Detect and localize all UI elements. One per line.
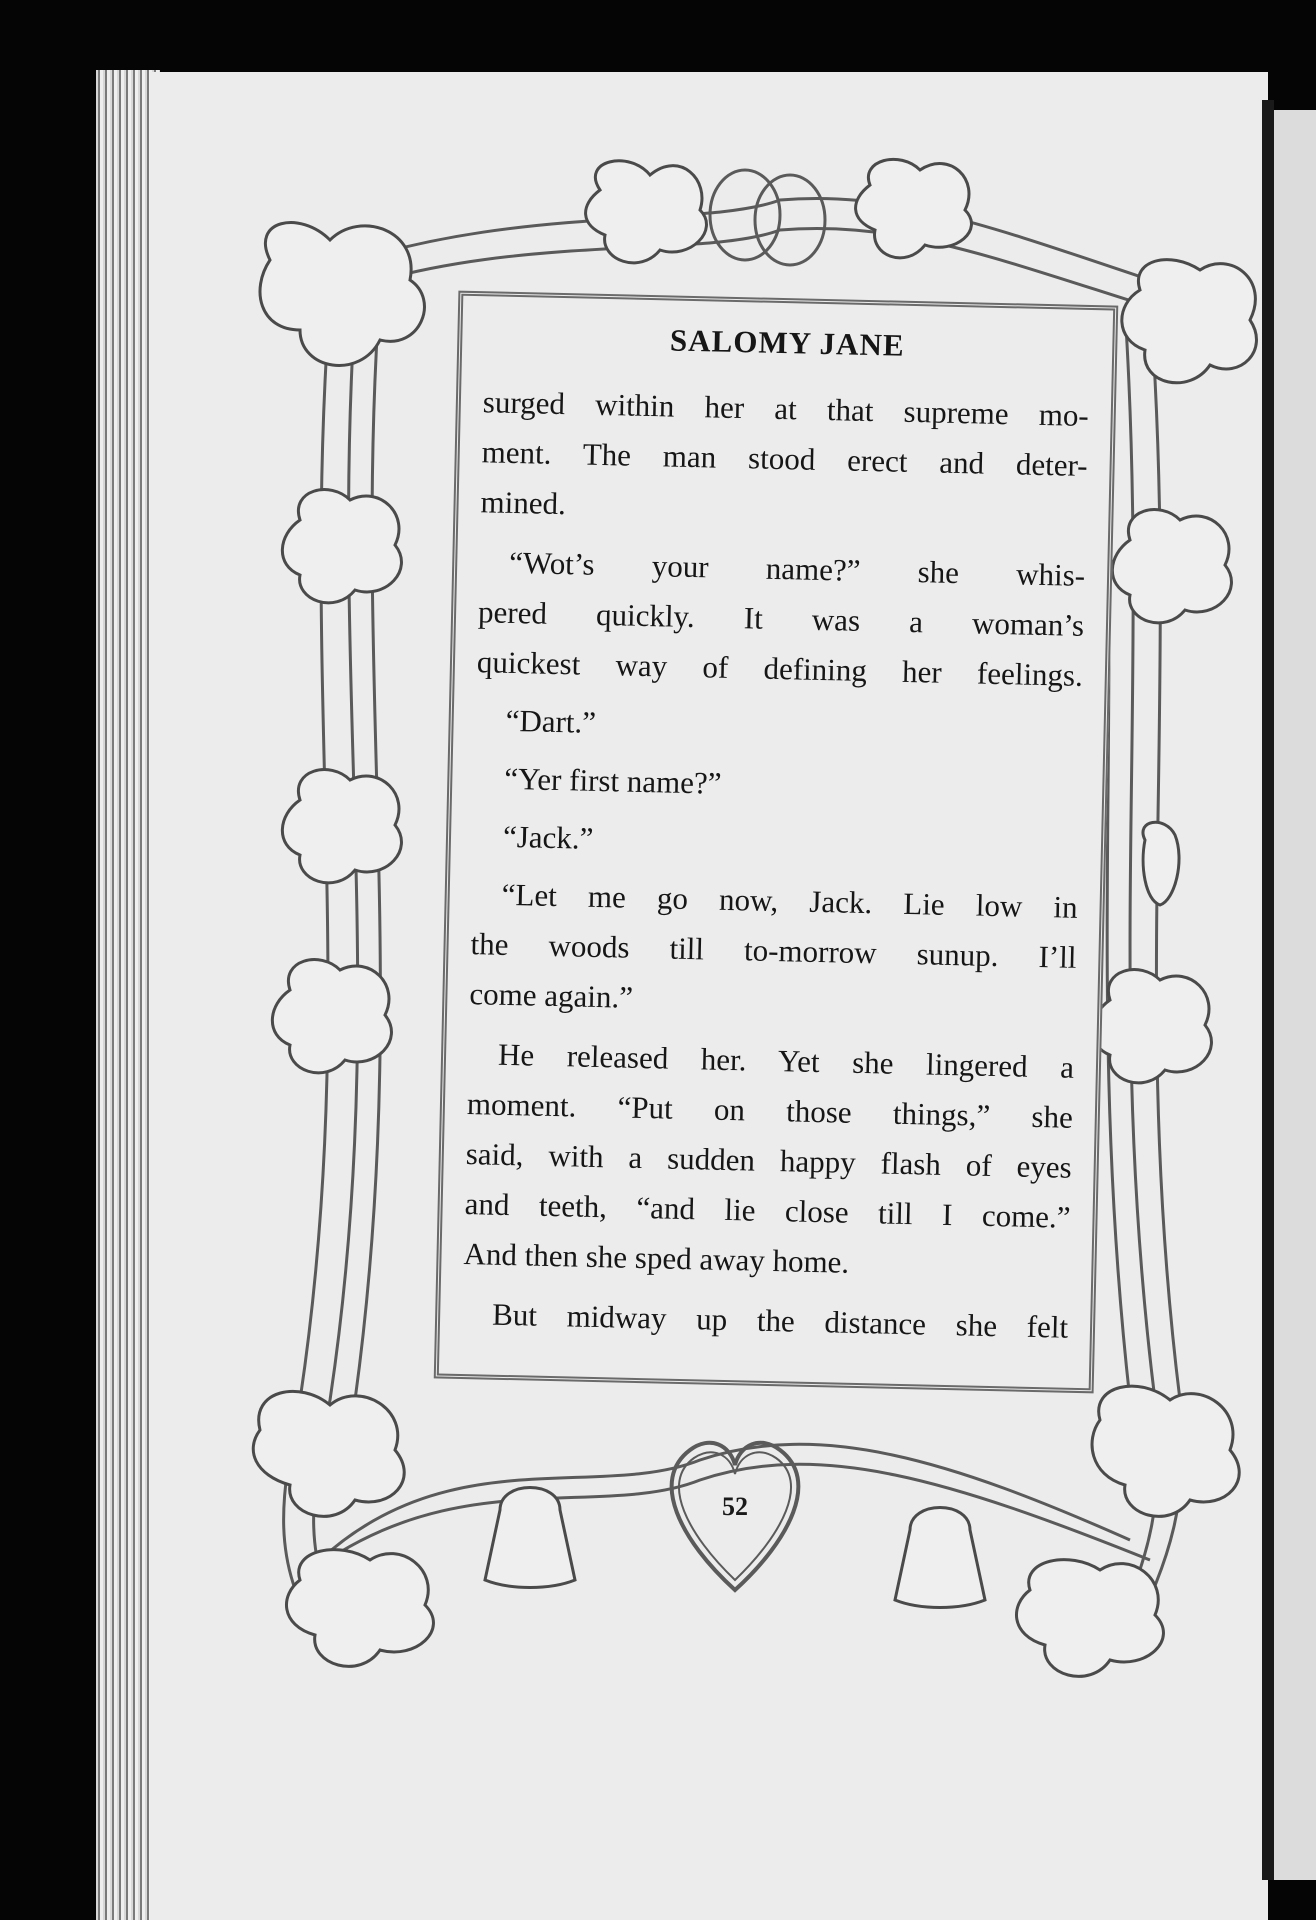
poppy-right-2 [1092, 970, 1211, 1083]
page-number: 52 [722, 1492, 748, 1521]
body-line: quickest way of defining her feelings. [476, 644, 1084, 693]
body-line: “Dart.” [505, 702, 597, 740]
poppy-left-3 [272, 960, 391, 1073]
poppy-bottom-left [253, 1391, 404, 1516]
poppy-bottom-left-2 [286, 1550, 433, 1667]
border-stem-bottom [300, 1464, 1150, 1580]
body-line: the woods till to-morrow sunup. I’ll [470, 926, 1077, 975]
poppy-top-center-left [586, 161, 707, 263]
body-line: “Yer first name?” [503, 760, 722, 801]
body-line: “Wot’s your name?” she whis- [508, 544, 1086, 593]
poppy-bottom-right [1092, 1386, 1239, 1516]
poppy-left-2 [282, 770, 401, 883]
body-line: ment. The man stood erect and deter- [481, 434, 1089, 483]
poppy-top-right [1122, 260, 1257, 383]
poppy-left-1 [282, 490, 401, 603]
body-line: But midway up the distance she felt [491, 1296, 1069, 1345]
body-line: “Jack.” [502, 818, 594, 856]
body-line: said, with a sudden happy flash of eyes [465, 1136, 1073, 1185]
body-line: moment. “Put on those things,” she [466, 1086, 1074, 1135]
bellflower-bottom-right [895, 1508, 985, 1608]
top-ring-right [755, 175, 825, 265]
body-line: pered quickly. It was a woman’s [477, 594, 1085, 643]
running-head: SALOMY JANE [669, 322, 906, 363]
text-panel [434, 291, 1119, 1394]
body-line: surged within her at that supreme mo- [482, 384, 1090, 433]
body-line: And then she sped away home. [463, 1236, 850, 1280]
body-line: He released her. Yet she lingered a [497, 1036, 1075, 1085]
bud-right [1143, 822, 1179, 905]
body-line: “Let me go now, Jack. Lie low in [501, 876, 1078, 925]
poppy-bottom-right-2 [1016, 1560, 1163, 1677]
poppy-top-left [260, 223, 424, 366]
poppy-right-1 [1112, 510, 1231, 623]
body-line: come again.” [469, 976, 634, 1015]
border-stem-top [300, 198, 1180, 290]
body-line: mined. [480, 484, 567, 522]
poppy-top-center-right [856, 159, 972, 257]
body-line: and teeth, “and lie close till I come.” [464, 1186, 1071, 1235]
